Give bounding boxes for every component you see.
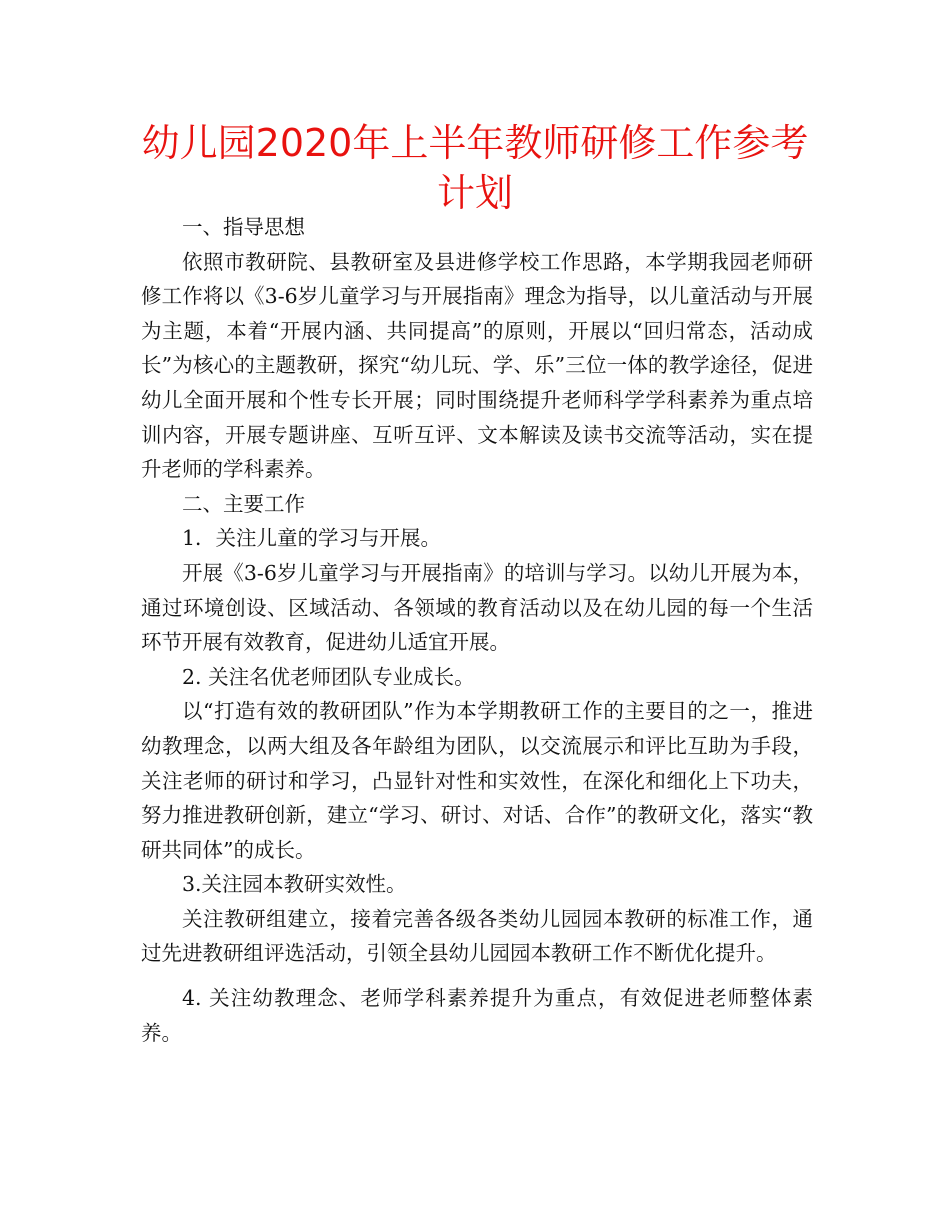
document-body: [141, 210, 813, 1050]
heading-guiding-ideology: 一、指导思想: [182, 215, 305, 239]
item-1-paragraph: 开展《3-6岁儿童学习与开展指南》的培训与学习。以幼儿开展为本，通过环境创设、区域活动、各领域的教育活动以及在幼儿园的每一个生活环节开展有效教育，促进幼儿适宜开展。: [141, 560, 813, 655]
item-3-heading: 3.关注园本教研实效性。: [182, 872, 407, 897]
item-2-paragraph: 以“打造有效的教研团队”作为本学期教研工作的主要目的之一，推进幼教理念，以两大组及各年龄组为团队，以交流展示和评比互助为手段，关注老师的研讨和学习，凸显针对性和实效性，在深化和细化上下功夫，努力推进教研创新，建立“学习、研讨、对话、合作”的教研文化，落实“教研共同体”的成长。: [141, 699, 813, 862]
document-title: 幼儿园2020年上半年教师研修工作参考计划: [141, 121, 809, 215]
item-4-heading: 4. 关注幼教理念、老师学科素养提升为重点，有效促进老师整体素养。: [141, 986, 813, 1045]
paragraph-guiding-ideology: 依照市教研院、县教研室及县进修学校工作思路，本学期我园老师研修工作将以《3-6岁儿童学习与开展指南》理念为指导，以儿童活动与开展为主题，本着“开展内涵、共同提高”的原则，开展以“回归常态，活动成长”为核心的主题教研，探究“幼儿玩、学、乐”三位一体的教学途径，促进幼儿全面开展和个性专长开展；同时围绕提升老师科学学科素养为重点培训内容，开展专题讲座、互听互评、文本解读及读书交流等活动，实在提升老师的学科素养。: [141, 249, 813, 482]
item-2-heading: 2. 关注名优老师团队专业成长。: [182, 664, 475, 689]
item-3-paragraph: 关注教研组建立，接着完善各级各类幼儿园园本教研的标准工作，通过先进教研组评选活动，引领全县幼儿园园本教研工作不断优化提升。: [141, 906, 813, 966]
item-1-heading: 1．关注儿童的学习与开展。: [182, 526, 442, 551]
heading-main-work: 二、主要工作: [182, 491, 305, 516]
